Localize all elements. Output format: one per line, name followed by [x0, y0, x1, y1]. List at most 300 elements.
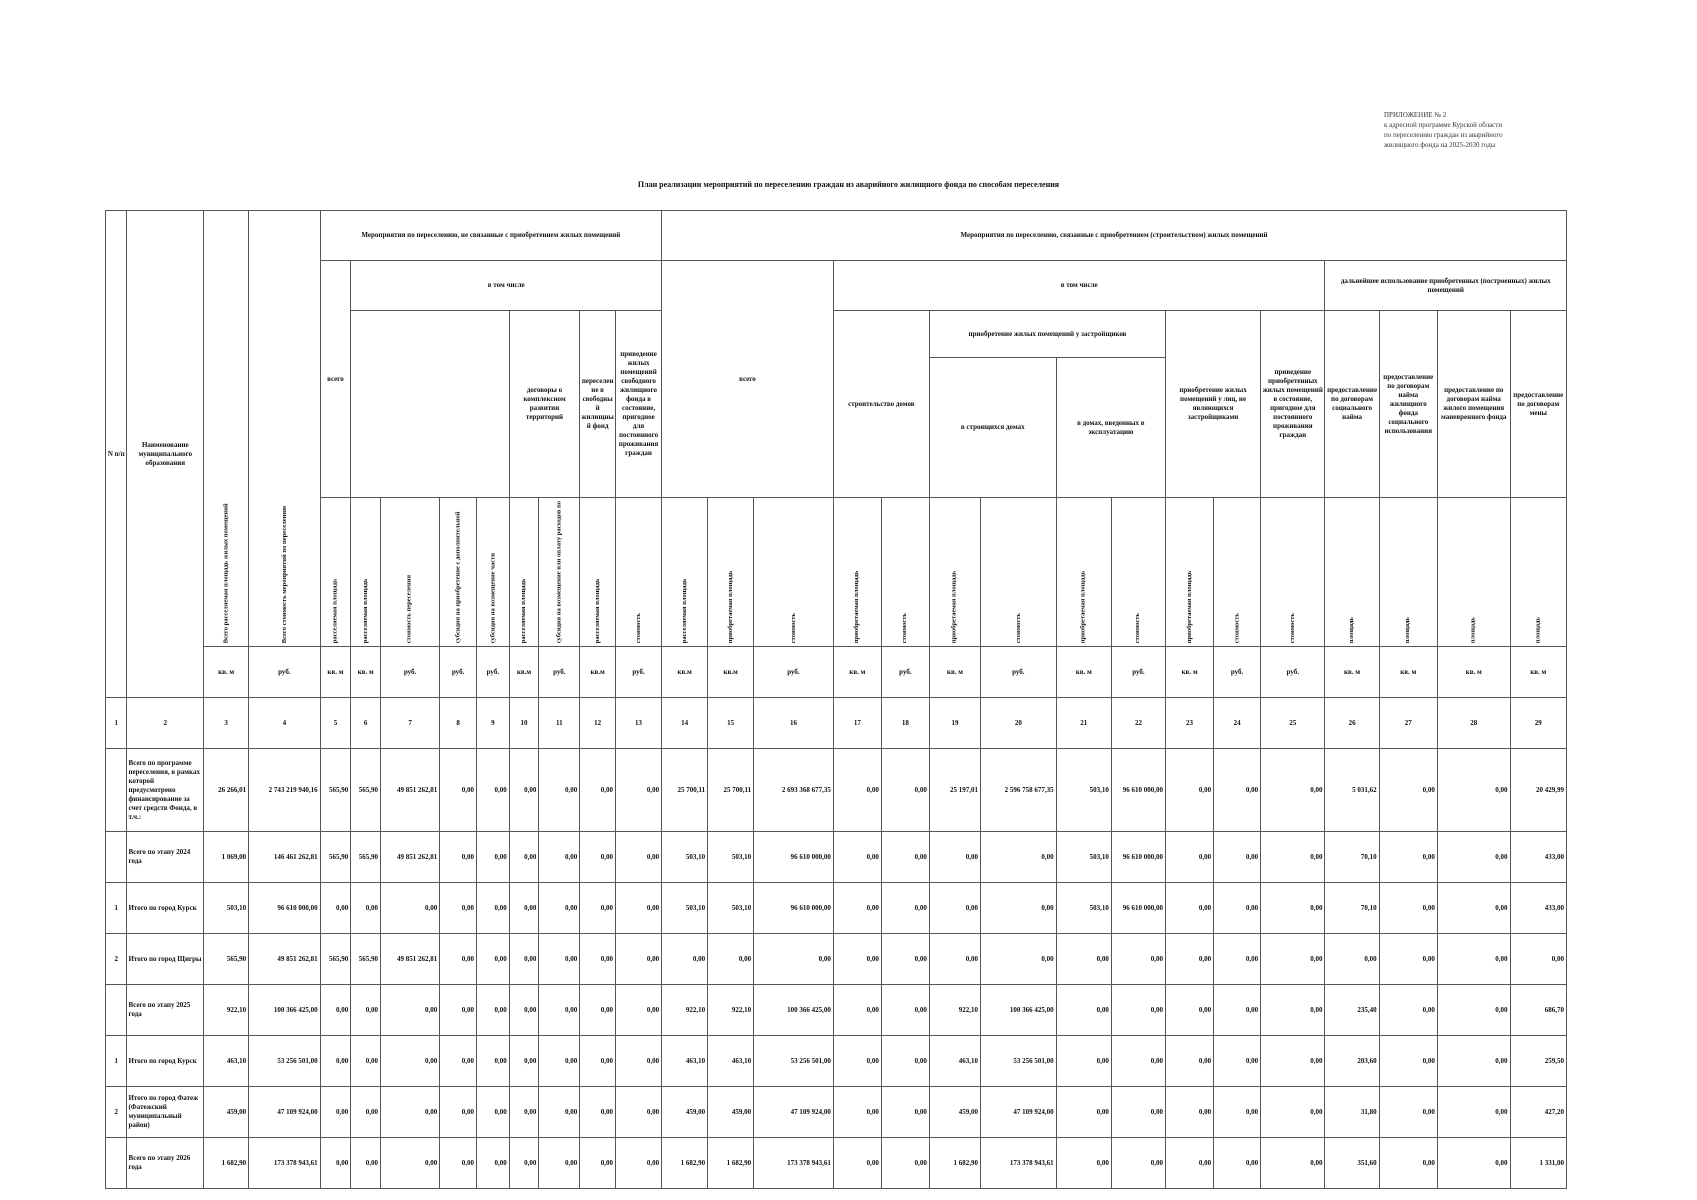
subheader: расселяемая площадь	[580, 498, 616, 647]
header-social-fund: предоставление по договорам найма жилищного фонда социального использования	[1379, 311, 1437, 498]
unit-cell: руб.	[1261, 647, 1325, 698]
value-cell: 0,00	[320, 985, 351, 1036]
column-number-cell: 3	[204, 698, 249, 749]
row-name: Итого по город Щигры	[127, 934, 204, 985]
value-cell: 0,00	[380, 1036, 439, 1087]
value-cell: 0,00	[1111, 1087, 1165, 1138]
subheader: расселяемая площадь	[351, 498, 381, 647]
units-row	[106, 647, 1567, 698]
value-cell: 0,00	[1166, 883, 1214, 934]
value-cell: 0,00	[509, 883, 539, 934]
value-cell: 0,00	[539, 985, 580, 1036]
unit-cell: кв.м	[509, 647, 539, 698]
value-cell: 0,00	[1261, 1036, 1325, 1087]
value-cell: 2 596 758 677,35	[981, 749, 1057, 832]
column-number-cell: 13	[616, 698, 662, 749]
value-cell: 47 109 924,00	[981, 1087, 1057, 1138]
subheader: площадь	[1325, 498, 1379, 647]
table-row	[106, 832, 1567, 883]
value-cell: 49 851 262,81	[380, 749, 439, 832]
value-cell: 0,00	[833, 985, 881, 1036]
value-cell: 5 031,62	[1325, 749, 1379, 832]
unit-cell: кв.м	[662, 647, 708, 698]
value-cell: 0,00	[477, 749, 510, 832]
value-cell: 70,10	[1325, 883, 1379, 934]
column-number-cell: 10	[509, 698, 539, 749]
value-cell: 49 851 262,81	[380, 934, 439, 985]
subheader: стоимость переселения	[380, 498, 439, 647]
unit-cell: кв.м	[708, 647, 754, 698]
value-cell: 0,00	[380, 1138, 439, 1189]
appendix-line: к адресной программе Курской области	[1384, 121, 1503, 129]
value-cell: 0,00	[380, 883, 439, 934]
value-cell: 565,90	[351, 934, 381, 985]
value-cell: 0,00	[1214, 1087, 1261, 1138]
value-cell: 0,00	[754, 934, 834, 985]
unit-cell: кв. м	[1056, 647, 1111, 698]
value-cell: 433,00	[1510, 883, 1567, 934]
row-index	[106, 1138, 127, 1189]
header-group-acquisition: Мероприятия по переселению, связанные с приобретением (строительством) жилых помещений	[662, 211, 1567, 261]
document-title: План реализации мероприятий по переселению граждан из аварийного жилищного фонда по способам переселения	[637, 180, 1060, 189]
value-cell: 922,10	[708, 985, 754, 1036]
value-cell: 0,00	[1166, 934, 1214, 985]
value-cell: 0,00	[1379, 749, 1437, 832]
unit-cell: руб.	[616, 647, 662, 698]
value-cell: 0,00	[1111, 1036, 1165, 1087]
value-cell: 100 366 425,00	[981, 985, 1057, 1036]
value-cell: 0,00	[1379, 1036, 1437, 1087]
subheader: субсидия на приобретение с дополнительной	[440, 498, 477, 647]
unit-cell: руб.	[477, 647, 510, 698]
value-cell: 0,00	[1379, 1138, 1437, 1189]
value-cell: 0,00	[616, 883, 662, 934]
value-cell: 0,00	[351, 1036, 381, 1087]
value-cell: 0,00	[1111, 985, 1165, 1036]
value-cell: 0,00	[1214, 832, 1261, 883]
value-cell: 96 610 000,00	[249, 883, 321, 934]
value-cell: 0,00	[1166, 749, 1214, 832]
header-bringing: приведение жилых помещений свободного жилищного фонда в состояние, пригодное для постоянного проживания граждан	[616, 311, 662, 498]
value-cell: 25 197,01	[929, 749, 980, 832]
value-cell: 1 682,90	[929, 1138, 980, 1189]
value-cell: 47 109 924,00	[754, 1087, 834, 1138]
value-cell: 0,00	[1214, 883, 1261, 934]
header-acq-non-developers: приобретение жилых помещений у лиц, не являющихся застройщиками	[1166, 311, 1261, 498]
value-cell: 0,00	[440, 749, 477, 832]
value-cell: 146 461 262,81	[249, 832, 321, 883]
value-cell: 0,00	[1379, 883, 1437, 934]
value-cell: 463,10	[708, 1036, 754, 1087]
subheader: приобретаемая площадь	[1166, 498, 1214, 647]
value-cell: 0,00	[477, 883, 510, 934]
value-cell: 49 851 262,81	[249, 934, 321, 985]
value-cell: 922,10	[662, 985, 708, 1036]
value-cell: 0,00	[509, 985, 539, 1036]
value-cell: 459,00	[662, 1087, 708, 1138]
column-number-cell: 27	[1379, 698, 1437, 749]
value-cell: 173 378 943,61	[754, 1138, 834, 1189]
value-cell: 2 693 368 677,35	[754, 749, 834, 832]
value-cell: 0,00	[1056, 1036, 1111, 1087]
value-cell: 0,00	[1214, 1036, 1261, 1087]
value-cell: 0,00	[580, 1036, 616, 1087]
value-cell: 0,00	[1437, 832, 1510, 883]
value-cell: 0,00	[477, 1087, 510, 1138]
value-cell: 0,00	[539, 832, 580, 883]
unit-cell: кв. м	[1510, 647, 1567, 698]
unit-cell: кв. м	[1166, 647, 1214, 698]
value-cell: 0,00	[981, 883, 1057, 934]
row-index: 1	[106, 883, 127, 934]
column-number-cell: 12	[580, 698, 616, 749]
value-cell: 0,00	[1214, 1138, 1261, 1189]
header-maneuver: предоставление по договорам найма жилого помещения маневренного фонда	[1437, 311, 1510, 498]
subheader: приобретаемая площадь	[929, 498, 980, 647]
column-number-cell: 2	[127, 698, 204, 749]
value-cell: 53 256 501,00	[249, 1036, 321, 1087]
value-cell: 0,00	[1437, 934, 1510, 985]
value-cell: 0,00	[662, 934, 708, 985]
value-cell: 0,00	[509, 1036, 539, 1087]
value-cell: 463,10	[204, 1036, 249, 1087]
subheader: расселяемая площадь	[662, 498, 708, 647]
subheader: субсидия на возмещение части	[477, 498, 510, 647]
value-cell: 0,00	[616, 1036, 662, 1087]
value-cell: 0,00	[1214, 749, 1261, 832]
value-cell: 433,00	[1510, 832, 1567, 883]
value-cell: 0,00	[881, 749, 929, 832]
subheader: стоимость	[1261, 498, 1325, 647]
row-name: Итого по город Курск	[127, 1036, 204, 1087]
value-cell: 0,00	[580, 832, 616, 883]
column-number-cell: 15	[708, 698, 754, 749]
value-cell: 0,00	[477, 934, 510, 985]
column-number-cell: 24	[1214, 698, 1261, 749]
subheader: приобретаемая площадь	[1056, 498, 1111, 647]
unit-cell: кв. м	[204, 647, 249, 698]
value-cell: 0,00	[1437, 883, 1510, 934]
header-under-construction: в строящихся домах	[929, 358, 1056, 498]
value-cell: 96 610 000,00	[1111, 749, 1165, 832]
value-cell: 0,00	[616, 832, 662, 883]
subheader: площадь	[1510, 498, 1567, 647]
header-n: N п/п	[106, 211, 127, 698]
subheader: площадь	[1379, 498, 1437, 647]
value-cell: 25 700,11	[662, 749, 708, 832]
header-total-area: Всего расселяемая площадь жилых помещений	[204, 211, 249, 647]
value-cell: 0,00	[881, 1087, 929, 1138]
subheader: приобретаемая площадь	[708, 498, 754, 647]
unit-cell: руб.	[1111, 647, 1165, 698]
header-v-tom-chisle: в том числе	[351, 261, 662, 311]
value-cell: 0,00	[320, 1036, 351, 1087]
value-cell: 0,00	[881, 832, 929, 883]
unit-cell: кв. м	[1437, 647, 1510, 698]
value-cell: 463,10	[929, 1036, 980, 1087]
unit-cell: руб.	[981, 647, 1057, 698]
value-cell: 503,10	[662, 832, 708, 883]
appendix-line: ПРИЛОЖЕНИЕ № 2	[1384, 111, 1447, 119]
value-cell: 0,00	[1166, 1087, 1214, 1138]
value-cell: 0,00	[833, 832, 881, 883]
value-cell: 0,00	[833, 1138, 881, 1189]
value-cell: 503,10	[708, 883, 754, 934]
value-cell: 1 682,90	[708, 1138, 754, 1189]
value-cell: 0,00	[1379, 985, 1437, 1036]
value-cell: 565,90	[320, 934, 351, 985]
value-cell: 0,00	[580, 749, 616, 832]
value-cell: 0,00	[580, 883, 616, 934]
column-number-cell: 25	[1261, 698, 1325, 749]
unit-cell: руб.	[249, 647, 321, 698]
row-index: 2	[106, 934, 127, 985]
column-number-cell: 22	[1111, 698, 1165, 749]
row-index	[106, 749, 127, 832]
subheader: стоимость	[616, 498, 662, 647]
value-cell: 351,60	[1325, 1138, 1379, 1189]
value-cell: 503,10	[662, 883, 708, 934]
unit-cell: кв.м	[580, 647, 616, 698]
value-cell: 53 256 501,00	[754, 1036, 834, 1087]
value-cell: 0,00	[1261, 1138, 1325, 1189]
row-name: Итого по город Курск	[127, 883, 204, 934]
appendix-block	[1384, 110, 1684, 150]
value-cell: 0,00	[580, 1138, 616, 1189]
unit-cell: кв. м	[320, 647, 351, 698]
row-name: Всего по программе переселения, в рамках которой предусмотрено финансирование за счет средств Фонда, в т.ч.:	[127, 749, 204, 832]
value-cell: 0,00	[351, 1138, 381, 1189]
value-cell: 0,00	[1437, 985, 1510, 1036]
value-cell: 686,70	[1510, 985, 1567, 1036]
appendix-line: по переселению граждан из аварийного	[1384, 131, 1503, 139]
value-cell: 0,00	[1056, 1138, 1111, 1189]
value-cell: 235,40	[1325, 985, 1379, 1036]
value-cell: 0,00	[881, 1138, 929, 1189]
value-cell: 0,00	[320, 1138, 351, 1189]
value-cell: 0,00	[708, 934, 754, 985]
value-cell: 0,00	[477, 1036, 510, 1087]
value-cell: 0,00	[351, 985, 381, 1036]
value-cell: 0,00	[320, 1087, 351, 1138]
value-cell: 0,00	[1111, 934, 1165, 985]
value-cell: 0,00	[1056, 934, 1111, 985]
value-cell: 0,00	[1261, 985, 1325, 1036]
header-group-not-acquisition: Мероприятия по переселению, не связанные с приобретением жилых помещений	[320, 211, 661, 261]
value-cell: 0,00	[440, 1138, 477, 1189]
value-cell: 0,00	[1214, 934, 1261, 985]
value-cell: 0,00	[509, 1087, 539, 1138]
header-bringing-acq: приведение приобретенных жилых помещений в состояние, пригодное для постоянного проживания граждан	[1261, 311, 1325, 498]
unit-cell: кв. м	[1379, 647, 1437, 698]
row-index: 2	[106, 1087, 127, 1138]
value-cell: 0,00	[1056, 985, 1111, 1036]
value-cell: 0,00	[1261, 934, 1325, 985]
value-cell: 0,00	[477, 832, 510, 883]
column-number-cell: 20	[981, 698, 1057, 749]
value-cell: 0,00	[1056, 1087, 1111, 1138]
row-index	[106, 985, 127, 1036]
value-cell: 0,00	[509, 832, 539, 883]
plan-table	[105, 210, 1567, 1189]
value-cell: 0,00	[440, 883, 477, 934]
value-cell: 0,00	[833, 1087, 881, 1138]
row-name: Всего по этапу 2024 года	[127, 832, 204, 883]
table-row	[106, 883, 1567, 934]
value-cell: 0,00	[539, 1036, 580, 1087]
value-cell: 0,00	[1261, 1087, 1325, 1138]
value-cell: 0,00	[380, 985, 439, 1036]
column-number-cell: 14	[662, 698, 708, 749]
column-number-cell: 6	[351, 698, 381, 749]
column-number-cell: 19	[929, 698, 980, 749]
value-cell: 463,10	[662, 1036, 708, 1087]
value-cell: 0,00	[440, 985, 477, 1036]
row-index	[106, 832, 127, 883]
column-number-cell: 26	[1325, 698, 1379, 749]
value-cell: 53 256 501,00	[981, 1036, 1057, 1087]
table-header	[106, 211, 1567, 749]
value-cell: 459,00	[204, 1087, 249, 1138]
value-cell: 565,90	[351, 832, 381, 883]
value-cell: 503,10	[1056, 832, 1111, 883]
unit-cell: руб.	[881, 647, 929, 698]
value-cell: 96 610 000,00	[754, 883, 834, 934]
subheader: стоимость	[754, 498, 834, 647]
header-v-tom-chisle-acq: в том числе	[833, 261, 1325, 311]
value-cell: 20 429,99	[1510, 749, 1567, 832]
value-cell: 0,00	[1379, 1087, 1437, 1138]
value-cell: 0,00	[833, 749, 881, 832]
column-numbers-row	[106, 698, 1567, 749]
row-index: 1	[106, 1036, 127, 1087]
column-number-cell: 5	[320, 698, 351, 749]
value-cell: 96 610 000,00	[754, 832, 834, 883]
value-cell: 173 378 943,61	[249, 1138, 321, 1189]
header-free-fund: переселение в свободный жилищный фонд	[580, 311, 616, 498]
value-cell: 0,00	[833, 883, 881, 934]
value-cell: 0,00	[1437, 749, 1510, 832]
subheader: стоимость	[1214, 498, 1261, 647]
header-exchange: предоставление по договорам мены	[1510, 311, 1567, 498]
value-cell: 31,80	[1325, 1087, 1379, 1138]
header-name: Наименование муниципального образования	[127, 211, 204, 698]
unit-cell: руб.	[440, 647, 477, 698]
value-cell: 0,00	[881, 883, 929, 934]
value-cell: 259,50	[1510, 1036, 1567, 1087]
value-cell: 0,00	[881, 1036, 929, 1087]
value-cell: 100 366 425,00	[754, 985, 834, 1036]
value-cell: 0,00	[1437, 1138, 1510, 1189]
value-cell: 0,00	[509, 934, 539, 985]
value-cell: 922,10	[204, 985, 249, 1036]
value-cell: 0,00	[616, 1138, 662, 1189]
value-cell: 0,00	[539, 883, 580, 934]
subheader: приобретаемая площадь	[833, 498, 881, 647]
value-cell: 26 266,01	[204, 749, 249, 832]
column-number-cell: 9	[477, 698, 510, 749]
row-name: Всего по этапу 2025 года	[127, 985, 204, 1036]
value-cell: 0,00	[477, 985, 510, 1036]
column-number-cell: 17	[833, 698, 881, 749]
value-cell: 565,90	[320, 832, 351, 883]
value-cell: 459,00	[708, 1087, 754, 1138]
value-cell: 0,00	[1379, 832, 1437, 883]
value-cell: 47 109 924,00	[249, 1087, 321, 1138]
appendix-line: жилищного фонда на 2025-2030 годы	[1384, 141, 1496, 149]
unit-cell: руб.	[754, 647, 834, 698]
header-construction: строительство домов	[833, 311, 929, 498]
unit-cell: кв. м	[1325, 647, 1379, 698]
value-cell: 96 610 000,00	[1111, 832, 1165, 883]
value-cell: 0,00	[881, 934, 929, 985]
value-cell: 0,00	[580, 1087, 616, 1138]
value-cell: 173 378 943,61	[981, 1138, 1057, 1189]
header-social: предоставление по договорам социального найма	[1325, 311, 1379, 498]
value-cell: 0,00	[509, 749, 539, 832]
value-cell: 0,00	[1510, 934, 1567, 985]
value-cell: 1 682,90	[204, 1138, 249, 1189]
subheader: стоимость	[881, 498, 929, 647]
subheader: расселяемая площадь	[320, 498, 351, 647]
value-cell: 0,00	[616, 749, 662, 832]
header-contracts: договоры о комплексном развитии территорий	[509, 311, 580, 498]
value-cell: 0,00	[320, 883, 351, 934]
table-body	[106, 749, 1567, 1189]
value-cell: 0,00	[1261, 749, 1325, 832]
row-name: Всего по этапу 2026 года	[127, 1138, 204, 1189]
value-cell: 0,00	[1325, 934, 1379, 985]
value-cell: 1 331,00	[1510, 1138, 1567, 1189]
value-cell: 565,90	[351, 749, 381, 832]
value-cell: 0,00	[929, 832, 980, 883]
value-cell: 503,10	[204, 883, 249, 934]
value-cell: 96 610 000,00	[1111, 883, 1165, 934]
value-cell: 565,90	[204, 934, 249, 985]
header-further-use: дальнейшее использование приобретенных (построенных) жилых помещений	[1325, 261, 1567, 311]
header-empty-cell	[351, 311, 509, 498]
value-cell: 0,00	[440, 832, 477, 883]
column-number-cell: 1	[106, 698, 127, 749]
value-cell: 1 682,90	[662, 1138, 708, 1189]
table-row	[106, 985, 1567, 1036]
value-cell: 503,10	[1056, 749, 1111, 832]
header-total-cost: Всего стоимость мероприятий по переселению	[249, 211, 321, 647]
unit-cell: кв. м	[929, 647, 980, 698]
table-row	[106, 749, 1567, 832]
subheader: стоимость	[1111, 498, 1165, 647]
value-cell: 503,10	[708, 832, 754, 883]
value-cell: 0,00	[881, 985, 929, 1036]
value-cell: 0,00	[539, 1138, 580, 1189]
table-row	[106, 934, 1567, 985]
value-cell: 0,00	[351, 1087, 381, 1138]
value-cell: 0,00	[616, 985, 662, 1036]
column-number-cell: 16	[754, 698, 834, 749]
column-number-cell: 21	[1056, 698, 1111, 749]
value-cell: 0,00	[477, 1138, 510, 1189]
value-cell: 0,00	[616, 934, 662, 985]
column-number-cell: 28	[1437, 698, 1510, 749]
value-cell: 0,00	[539, 934, 580, 985]
value-cell: 0,00	[580, 934, 616, 985]
value-cell: 0,00	[616, 1087, 662, 1138]
value-cell: 0,00	[1166, 832, 1214, 883]
value-cell: 0,00	[509, 1138, 539, 1189]
value-cell: 203,60	[1325, 1036, 1379, 1087]
column-number-cell: 7	[380, 698, 439, 749]
value-cell: 0,00	[929, 883, 980, 934]
